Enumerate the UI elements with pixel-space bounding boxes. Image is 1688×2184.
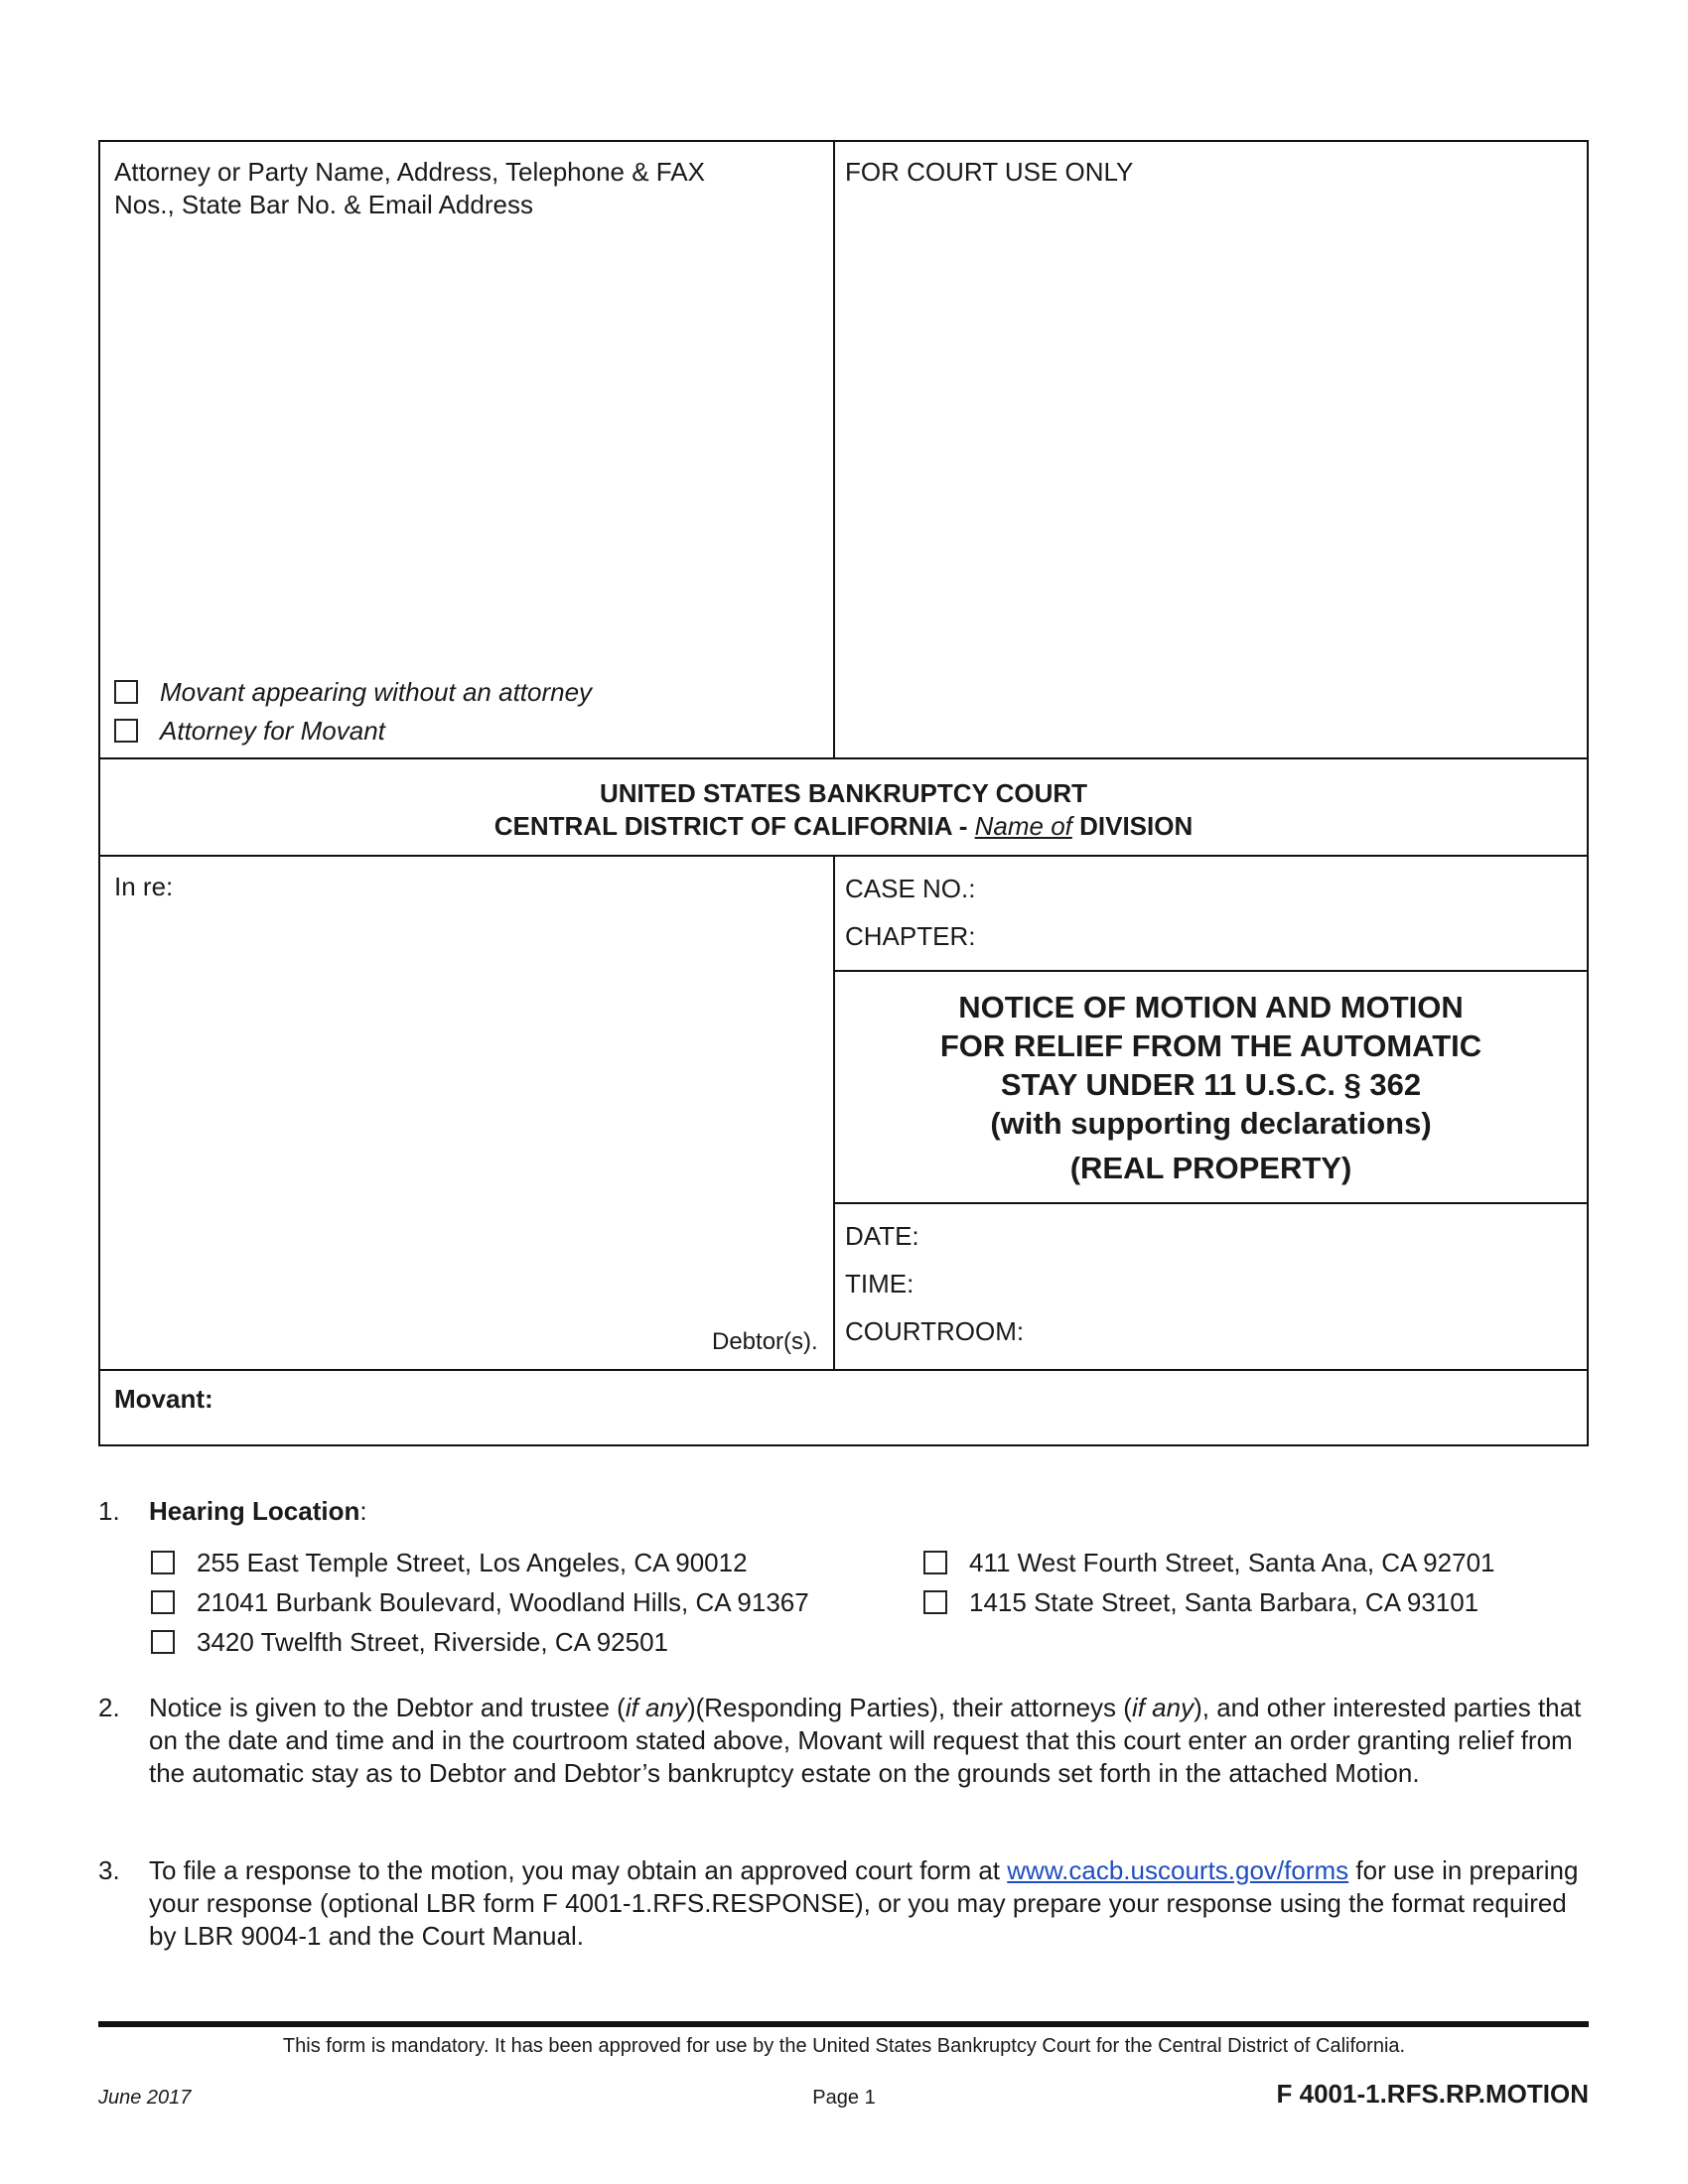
attorney-for-movant-label: Attorney for Movant: [160, 716, 385, 746]
item-3-text: To file a response to the motion, you may obtain an approved court form at www.cacb.uscourts.gov/forms for use in preparing your response (optional LBR form F 4001-1.RFS.RESPONSE), or you may prepare your response using the format required by LBR 9004-1 and the Court Manual.: [149, 1855, 1579, 1951]
in-re-label: In re:: [114, 872, 174, 901]
location-checkbox[interactable]: [923, 1590, 947, 1614]
location-checkbox[interactable]: [923, 1551, 947, 1574]
location-option[interactable]: [151, 1547, 748, 1579]
location-checkbox[interactable]: [151, 1551, 175, 1574]
date-label: DATE:: [845, 1221, 919, 1251]
chapter-label: CHAPTER:: [845, 921, 976, 951]
location-checkbox[interactable]: [151, 1630, 175, 1654]
footer-notice: This form is mandatory. It has been approved for use by the United States Bankruptcy Court for the Central District of California.: [282, 2035, 1406, 2057]
item-1-number: 1.: [98, 1496, 120, 1526]
movant-without-attorney-checkbox[interactable]: [114, 680, 138, 704]
forms-link[interactable]: www.cacb.uscourts.gov/forms: [1007, 1855, 1349, 1885]
case-no-label: CASE NO.:: [845, 874, 976, 903]
footer-rule: [98, 2021, 1589, 2027]
item-3-number: 3.: [98, 1855, 120, 1885]
location-label: 3420 Twelfth Street, Riverside, CA 92501: [197, 1627, 669, 1657]
location-option[interactable]: [923, 1586, 1478, 1619]
location-label: 255 East Temple Street, Los Angeles, CA 90012: [197, 1548, 748, 1577]
form-title: NOTICE OF MOTION AND MOTION FOR RELIEF FROM THE AUTOMATIC STAY UNDER 11 U.S.C. § 362 (with supporting declarations) (REAL PROPERTY): [939, 990, 1482, 1185]
movant-label: Movant:: [114, 1384, 213, 1414]
divider: [100, 855, 1587, 857]
movant-without-attorney-label: Movant appearing without an attorney: [160, 677, 593, 707]
divider: [833, 970, 1587, 972]
caption-table: [98, 140, 1589, 1446]
court-use-label: FOR COURT USE ONLY: [845, 157, 1134, 187]
location-label: 411 West Fourth Street, Santa Ana, CA 92701: [969, 1548, 1495, 1577]
location-label: 1415 State Street, Santa Barbara, CA 93101: [969, 1587, 1479, 1617]
divider: [833, 1202, 1587, 1204]
movant-without-attorney-option[interactable]: [114, 676, 592, 709]
debtors-label: Debtor(s).: [712, 1328, 818, 1355]
time-label: TIME:: [845, 1269, 914, 1298]
item-2-text: Notice is given to the Debtor and trustee (if any)(Responding Parties), their attorneys (if any), and other interested parties that on the date and time and in the courtroom stated above, Movant will request that this court enter an order granting relief from the automatic stay as to Debtor and Debtor’s bankruptcy estate on the grounds set forth in the attached Motion.: [149, 1693, 1582, 1788]
footer-form-id: F 4001-1.RFS.RP.MOTION: [1276, 2079, 1589, 2109]
location-label: 21041 Burbank Boulevard, Woodland Hills, CA 91367: [197, 1587, 809, 1617]
location-checkbox[interactable]: [151, 1590, 175, 1614]
location-option[interactable]: [151, 1626, 668, 1659]
courtroom-label: COURTROOM:: [845, 1316, 1025, 1346]
attorney-for-movant-checkbox[interactable]: [114, 719, 138, 743]
item-2-number: 2.: [98, 1693, 120, 1722]
location-option[interactable]: [151, 1586, 809, 1619]
divider: [100, 1369, 1587, 1371]
divider: [100, 757, 1587, 759]
location-option[interactable]: [923, 1547, 1494, 1579]
item-1-heading: Hearing Location:: [149, 1496, 367, 1526]
footer-date: June 2017: [98, 2087, 192, 2109]
divider: [833, 142, 835, 759]
court-name: UNITED STATES BANKRUPTCY COURT CENTRAL DISTRICT OF CALIFORNIA - Name of DIVISION: [493, 778, 1194, 841]
attorney-info-label: Attorney or Party Name, Address, Telephone & FAX Nos., State Bar No. & Email Address: [114, 157, 705, 219]
attorney-for-movant-option[interactable]: [114, 715, 385, 748]
footer-page-number: Page 1: [812, 2087, 876, 2109]
